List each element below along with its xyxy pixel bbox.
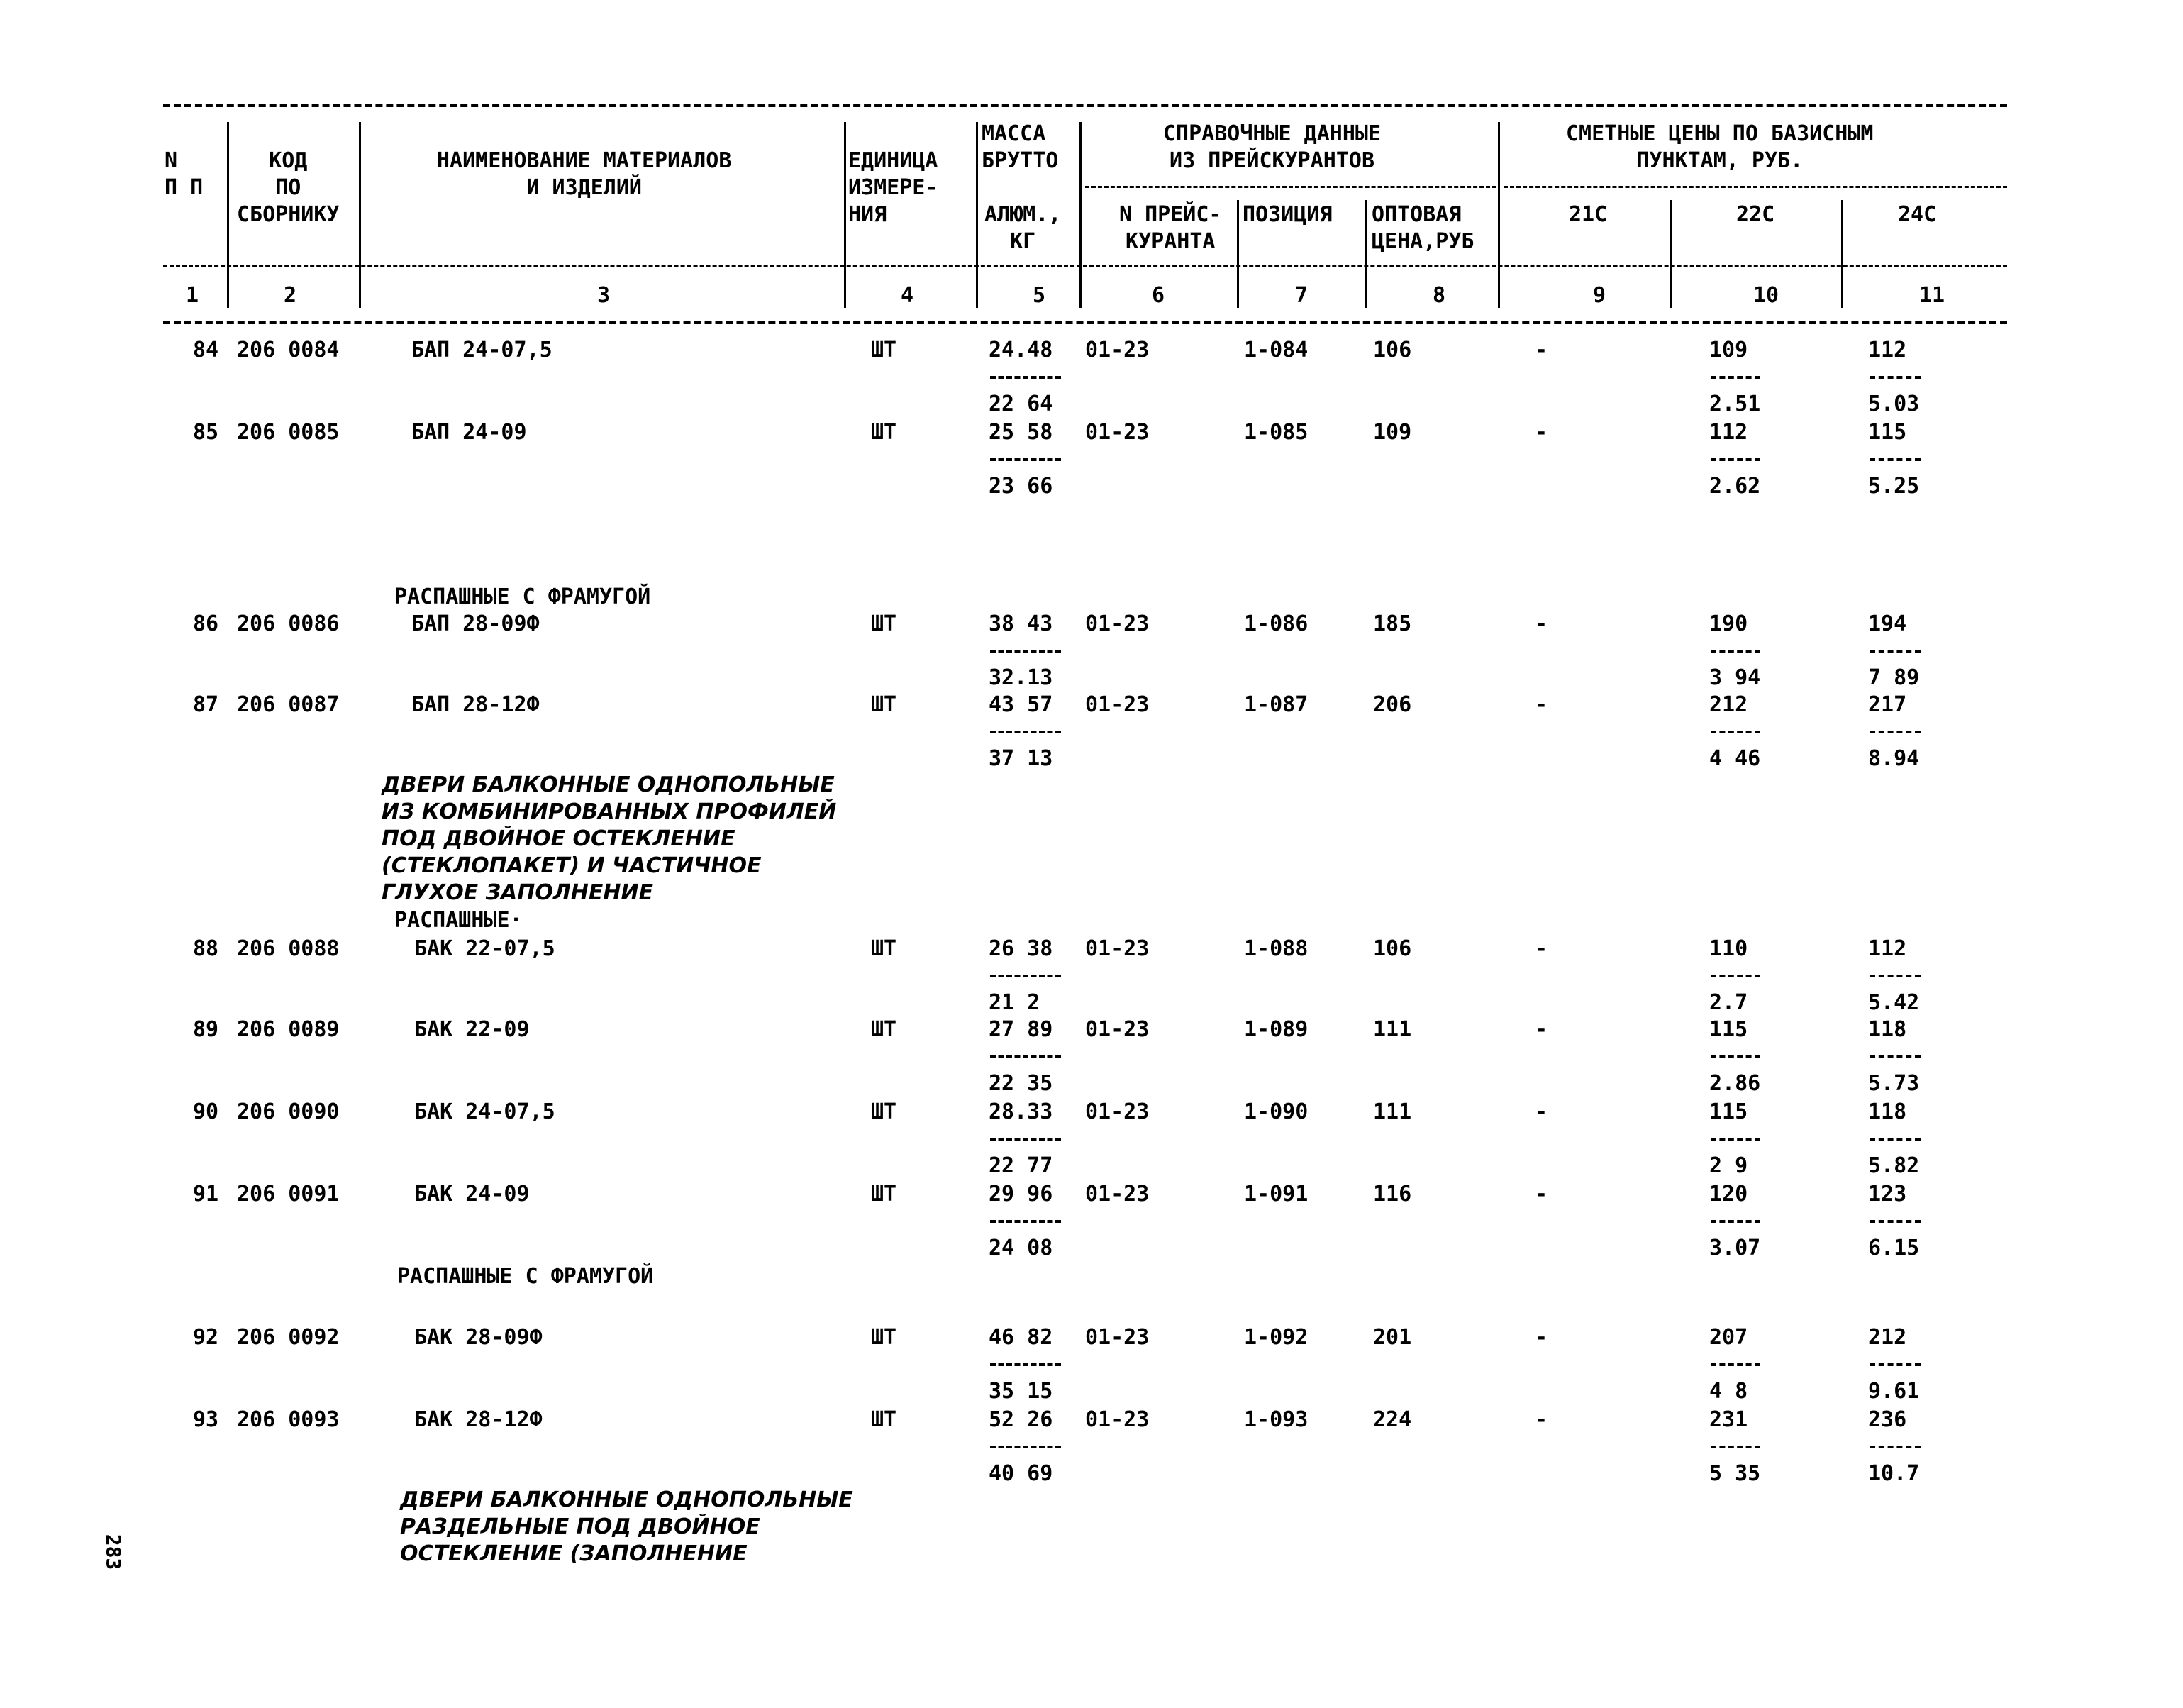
cell-p11b: 7 89 [1868,665,1920,690]
cell-code: 206 0085 [237,420,340,445]
cell-n: 91 [193,1182,219,1207]
cell-unit: ШТ [871,692,897,717]
cell-name: БАП 28-12Ф [411,692,540,717]
cell-p11b: 8.94 [1868,746,1920,771]
header-col9: 21С [1569,202,1608,227]
cell-p9: - [1535,611,1548,636]
header-col5-top: МАССА БРУТТО [982,121,1059,173]
fraction-bar [1870,458,1921,461]
fraction-bar [1870,975,1921,977]
cell-pos: 1-086 [1244,611,1309,636]
cell-p10b: 2.51 [1709,392,1761,416]
cell-unit: ШТ [871,936,897,961]
cell-p9: - [1535,1017,1548,1042]
cell-pos: 1-092 [1244,1325,1309,1350]
fraction-bar [990,458,1061,461]
cell-unit: ШТ [871,1017,897,1042]
cell-p11b: 5.03 [1868,392,1920,416]
col-number: 3 [597,283,611,308]
cell-pos: 1-084 [1244,338,1309,362]
cell-pr: 01-23 [1085,1182,1150,1207]
cell-p11a: 112 [1868,338,1907,362]
cell-pos: 1-087 [1244,692,1309,717]
cell-pr: 01-23 [1085,692,1150,717]
cell-pr: 01-23 [1085,1017,1150,1042]
fraction-bar [1870,731,1921,733]
col-number: 4 [901,283,914,308]
cell-unit: ШТ [871,1407,897,1432]
fraction-bar [1870,1138,1921,1141]
cell-opt: 185 [1373,611,1412,636]
cell-code: 206 0093 [237,1407,340,1432]
cell-pr: 01-23 [1085,338,1150,362]
cell-m1: 27 89 [989,1017,1053,1042]
cell-p11a: 118 [1868,1099,1907,1124]
cell-pos: 1-085 [1244,420,1309,445]
cell-n: 84 [193,338,219,362]
fraction-bar [1711,1055,1760,1058]
cell-p11a: 115 [1868,420,1907,445]
cell-p11b: 5.25 [1868,474,1920,499]
col-sep [1841,200,1843,308]
col-sep [1079,122,1082,308]
header-ref-group: СПРАВОЧНЫЕ ДАННЫЕ ИЗ ПРЕЙСКУРАНТОВ [1163,121,1382,173]
fraction-bar [1711,1138,1760,1141]
cell-p11b: 9.61 [1868,1379,1920,1404]
cell-m1: 52 26 [989,1407,1053,1432]
cell-p10b: 4 8 [1709,1379,1748,1404]
fraction-bar [990,1363,1061,1366]
cell-n: 87 [193,692,219,717]
cell-n: 92 [193,1325,219,1350]
fraction-bar [1870,1220,1921,1223]
cell-p11a: 123 [1868,1182,1907,1207]
cell-code: 206 0091 [237,1182,340,1207]
cell-m1: 43 57 [989,692,1053,717]
fraction-bar [1870,376,1921,379]
col-sep [227,122,229,308]
cell-m2: 23 66 [989,474,1053,499]
fraction-bar [990,975,1061,977]
cell-p9: - [1535,692,1548,717]
header-col2: КОД ПО СБОРНИКУ [237,148,340,227]
cell-p9: - [1535,1099,1548,1124]
cell-p10a: 190 [1709,611,1748,636]
cell-unit: ШТ [871,338,897,362]
cell-m1: 28.33 [989,1099,1053,1124]
cell-p11b: 5.42 [1868,990,1920,1015]
cell-code: 206 0087 [237,692,340,717]
cell-pos: 1-093 [1244,1407,1309,1432]
cell-p11b: 6.15 [1868,1236,1920,1260]
cell-m2: 22 77 [989,1153,1053,1178]
fraction-bar [1870,1446,1921,1448]
cell-name: БАП 24-07,5 [411,338,552,362]
cell-p10b: 2.7 [1709,990,1748,1015]
col-sep [1237,200,1239,308]
cell-code: 206 0090 [237,1099,340,1124]
fraction-bar [990,650,1061,653]
header-subrule [163,265,2007,267]
fraction-bar [990,731,1061,733]
header-col11: 24С [1898,202,1937,227]
cell-name: БАК 24-09 [414,1182,530,1207]
col-number: 5 [1033,283,1046,308]
section-heading: ДВЕРИ БАЛКОННЫЕ ОДНОПОЛЬНЫЕ РАЗДЕЛЬНЫЕ ПОД ДВОЙНОЕ ОСТЕКЛЕНИЕ (ЗАПОЛНЕНИЕ [400,1487,853,1566]
col-number: 1 [186,283,199,308]
cell-p11a: 118 [1868,1017,1907,1042]
fraction-bar [1870,650,1921,653]
col-number: 11 [1919,283,1945,308]
section-label: РАСПАШНЫЕ· [394,908,523,933]
cell-p10b: 2.62 [1709,474,1761,499]
cell-unit: ШТ [871,1182,897,1207]
fraction-bar [1711,650,1760,653]
header-col5-sub: АЛЮМ., КГ [984,202,1062,254]
fraction-bar [1870,1363,1921,1366]
header-price-group: СМЕТНЫЕ ЦЕНЫ ПО БАЗИСНЫМ ПУНКТАМ, РУБ. [1566,121,1874,173]
cell-unit: ШТ [871,1099,897,1124]
fraction-bar [1711,1363,1760,1366]
fraction-bar [990,1446,1061,1448]
cell-code: 206 0089 [237,1017,340,1042]
cell-m2: 35 15 [989,1379,1053,1404]
cell-m2: 24 08 [989,1236,1053,1260]
cell-p9: - [1535,1182,1548,1207]
cell-p10b: 2.86 [1709,1071,1761,1096]
cell-opt: 201 [1373,1325,1412,1350]
header-col4: ЕДИНИЦА ИЗМЕРЕ- НИЯ [848,148,938,227]
cell-p10a: 212 [1709,692,1748,717]
cell-name: БАП 24-09 [411,420,527,445]
col-sep [976,122,978,308]
col-number: 7 [1295,283,1309,308]
cell-p10a: 120 [1709,1182,1748,1207]
cell-name: БАК 28-09Ф [414,1325,543,1350]
cell-m1: 29 96 [989,1182,1053,1207]
col-sep [1498,122,1500,308]
cell-m1: 24.48 [989,338,1053,362]
fraction-bar [990,376,1061,379]
cell-m2: 21 2 [989,990,1040,1015]
cell-p11a: 212 [1868,1325,1907,1350]
cell-n: 86 [193,611,219,636]
col-sep [844,122,846,308]
cell-n: 93 [193,1407,219,1432]
cell-code: 206 0084 [237,338,340,362]
cell-p10a: 115 [1709,1099,1748,1124]
cell-m1: 25 58 [989,420,1053,445]
col-number: 9 [1593,283,1606,308]
cell-p9: - [1535,936,1548,961]
cell-opt: 224 [1373,1407,1412,1432]
cell-p11b: 5.82 [1868,1153,1920,1178]
cell-pr: 01-23 [1085,420,1150,445]
cell-m2: 40 69 [989,1461,1053,1486]
cell-p11a: 236 [1868,1407,1907,1432]
fraction-bar [1870,1055,1921,1058]
cell-pos: 1-088 [1244,936,1309,961]
cell-m2: 37 13 [989,746,1053,771]
cell-p10b: 3 94 [1709,665,1761,690]
col-sep [359,122,361,308]
fraction-bar [1711,458,1760,461]
cell-p10a: 207 [1709,1325,1748,1350]
header-col10: 22С [1736,202,1775,227]
cell-pr: 01-23 [1085,1099,1150,1124]
header-col1: N П П [165,148,204,200]
cell-p11b: 10.7 [1868,1461,1920,1486]
cell-opt: 109 [1373,420,1412,445]
section-label: РАСПАШНЫЕ С ФРАМУГОЙ [394,584,651,609]
cell-n: 90 [193,1099,219,1124]
col-sep [1365,200,1367,308]
cell-opt: 111 [1373,1017,1412,1042]
header-col8: ОПТОВАЯ ЦЕНА,РУБ [1372,202,1474,254]
cell-p11a: 112 [1868,936,1907,961]
cell-code: 206 0086 [237,611,340,636]
cell-m2: 32.13 [989,665,1053,690]
fraction-bar [990,1138,1061,1141]
cell-p10a: 109 [1709,338,1748,362]
page-number: 283 [101,1534,126,1570]
cell-p10a: 112 [1709,420,1748,445]
cell-p9: - [1535,1325,1548,1350]
cell-pr: 01-23 [1085,611,1150,636]
cell-opt: 116 [1373,1182,1412,1207]
cell-p10b: 4 46 [1709,746,1761,771]
col-number: 10 [1753,283,1779,308]
cell-p10a: 115 [1709,1017,1748,1042]
fraction-bar [990,1220,1061,1223]
cell-opt: 106 [1373,936,1412,961]
cell-unit: ШТ [871,420,897,445]
fraction-bar [1711,1220,1760,1223]
cell-name: БАК 24-07,5 [414,1099,555,1124]
header-subrule [1085,186,1496,188]
header-col6: N ПРЕЙС- КУРАНТА [1119,202,1222,254]
cell-name: БАК 28-12Ф [414,1407,543,1432]
cell-pos: 1-091 [1244,1182,1309,1207]
cell-pr: 01-23 [1085,936,1150,961]
col-sep [1670,200,1672,308]
cell-n: 89 [193,1017,219,1042]
cell-p10b: 5 35 [1709,1461,1761,1486]
cell-pos: 1-089 [1244,1017,1309,1042]
cell-p10a: 231 [1709,1407,1748,1432]
cell-pr: 01-23 [1085,1325,1150,1350]
cell-pr: 01-23 [1085,1407,1150,1432]
cell-name: БАП 28-09Ф [411,611,540,636]
header-subrule [1504,186,2007,188]
cell-p9: - [1535,338,1548,362]
cell-p10b: 2 9 [1709,1153,1748,1178]
fraction-bar [1711,731,1760,733]
cell-p11a: 194 [1868,611,1907,636]
section-label: РАСПАШНЫЕ С ФРАМУГОЙ [397,1264,654,1289]
cell-unit: ШТ [871,1325,897,1350]
cell-opt: 206 [1373,692,1412,717]
cell-m1: 26 38 [989,936,1053,961]
cell-code: 206 0088 [237,936,340,961]
cell-opt: 111 [1373,1099,1412,1124]
fraction-bar [990,1055,1061,1058]
cell-m2: 22 35 [989,1071,1053,1096]
fraction-bar [1711,1446,1760,1448]
cell-pos: 1-090 [1244,1099,1309,1124]
header-col3: НАИМЕНОВАНИЕ МАТЕРИАЛОВ И ИЗДЕЛИЙ [437,148,732,200]
cell-name: БАК 22-07,5 [414,936,555,961]
cell-p11b: 5.73 [1868,1071,1920,1096]
col-number: 6 [1152,283,1165,308]
cell-n: 85 [193,420,219,445]
cell-unit: ШТ [871,611,897,636]
cell-m1: 38 43 [989,611,1053,636]
cell-name: БАК 22-09 [414,1017,530,1042]
cell-opt: 106 [1373,338,1412,362]
cell-m2: 22 64 [989,392,1053,416]
header-col7: ПОЗИЦИЯ [1243,202,1333,227]
cell-p9: - [1535,1407,1548,1432]
fraction-bar [1711,376,1760,379]
header-top-rule [163,104,2007,107]
cell-m1: 46 82 [989,1325,1053,1350]
cell-code: 206 0092 [237,1325,340,1350]
cell-p11a: 217 [1868,692,1907,717]
section-heading: ДВЕРИ БАЛКОННЫЕ ОДНОПОЛЬНЫЕ ИЗ КОМБИНИРОВАННЫХ ПРОФИЛЕЙ ПОД ДВОЙНОЕ ОСТЕКЛЕНИЕ (СТЕКЛОПАКЕТ) И ЧАСТИЧНОЕ ГЛУХОЕ ЗАПОЛНЕНИЕ [382,772,837,905]
col-number: 2 [284,283,297,308]
cell-p10a: 110 [1709,936,1748,961]
header-bottom-rule [163,321,2007,324]
cell-n: 88 [193,936,219,961]
fraction-bar [1711,975,1760,977]
cell-p10b: 3.07 [1709,1236,1761,1260]
col-number: 8 [1433,283,1446,308]
cell-p9: - [1535,420,1548,445]
